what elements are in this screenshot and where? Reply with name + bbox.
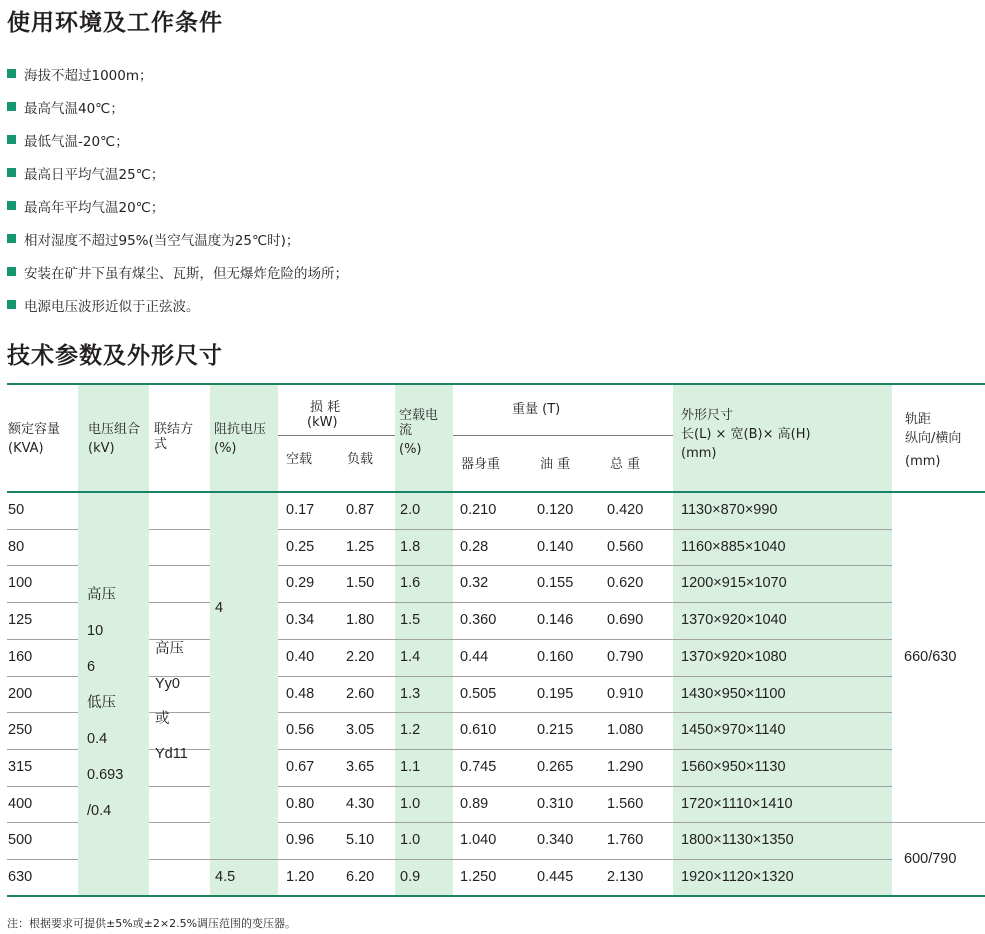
cell-loss-load: 6.20 — [346, 869, 375, 885]
row-rule — [149, 529, 210, 530]
row-rule — [278, 676, 892, 677]
gauge-value: 600/790 — [904, 851, 957, 867]
cell-current: 1.2 — [400, 722, 421, 739]
cell-capacity: 125 — [8, 612, 33, 629]
list-item: 最高气温40℃； — [7, 90, 348, 123]
cell-current: 1.0 — [400, 795, 421, 812]
shade-impedance-col — [210, 385, 278, 895]
cell-loss-noload: 0.48 — [286, 685, 315, 702]
row-rule — [278, 859, 892, 860]
row-rule — [278, 712, 892, 713]
header-loss: 损 耗 (kW) — [307, 400, 341, 430]
cell-loss-load: 1.50 — [346, 575, 375, 592]
row-rule — [7, 639, 78, 640]
cell-capacity: 315 — [8, 758, 33, 775]
cell-current: 1.3 — [400, 685, 421, 702]
cell-loss-noload: 0.40 — [286, 648, 315, 665]
list-item: 电源电压波形近似于正弦波。 — [7, 288, 348, 321]
row-rule — [149, 602, 210, 603]
cell-current: 1.1 — [400, 758, 421, 775]
cell-loss-load: 3.65 — [346, 758, 375, 775]
cell-loss-noload: 0.25 — [286, 538, 315, 555]
gauge-value: 660/630 — [904, 649, 957, 665]
list-item: 最低气温-20℃； — [7, 123, 348, 156]
row-rule — [210, 859, 278, 860]
cell-weight-body: 0.505 — [460, 685, 497, 702]
cell-weight-oil: 0.140 — [537, 538, 574, 555]
cell-loss-load: 5.10 — [346, 832, 375, 849]
cell-weight-oil: 0.160 — [537, 648, 574, 665]
cell-capacity: 500 — [8, 832, 33, 849]
cell-weight-body: 0.610 — [460, 722, 497, 739]
header-sub-rule — [453, 435, 673, 436]
header-loss-load: 负载 — [347, 452, 374, 467]
cell-capacity: 50 — [8, 502, 25, 518]
cell-dims: 1560×950×1130 — [681, 758, 786, 775]
row-rule — [7, 602, 78, 603]
table-bottom-rule — [7, 895, 985, 897]
header-connection: 联结方 式 — [154, 422, 194, 452]
shade-current-col — [395, 385, 453, 895]
cell-weight-total: 0.420 — [607, 502, 644, 518]
cell-capacity: 200 — [8, 685, 33, 702]
cell-capacity: 630 — [8, 869, 33, 885]
cell-weight-total: 0.560 — [607, 538, 644, 555]
cell-loss-noload: 1.20 — [286, 869, 315, 885]
cell-dims: 1430×950×1100 — [681, 685, 786, 702]
cell-current: 1.5 — [400, 612, 421, 629]
row-rule — [7, 712, 78, 713]
cell-weight-body: 0.360 — [460, 612, 497, 629]
cell-weight-total: 0.690 — [607, 612, 644, 629]
cell-loss-noload: 0.96 — [286, 832, 315, 849]
cell-dims: 1200×915×1070 — [681, 575, 787, 592]
list-item: 相对湿度不超过95%(当空气温度为25℃时)； — [7, 222, 348, 255]
row-rule — [7, 859, 78, 860]
row-rule — [149, 822, 210, 823]
cell-weight-oil: 0.195 — [537, 685, 574, 702]
cell-loss-noload: 0.56 — [286, 722, 315, 739]
cell-weight-body: 0.89 — [460, 795, 489, 812]
cell-weight-total: 1.080 — [607, 722, 644, 739]
cell-weight-total: 0.790 — [607, 648, 644, 665]
header-weight-total: 总 重 — [610, 457, 641, 472]
header-sub-rule — [278, 435, 395, 436]
cell-weight-body: 0.44 — [460, 648, 489, 665]
table-top-rule — [7, 383, 985, 385]
cell-weight-oil: 0.265 — [537, 758, 574, 775]
cell-weight-body: 1.040 — [460, 832, 497, 849]
list-item: 安装在矿井下虽有煤尘、瓦斯，但无爆炸危险的场所； — [7, 255, 348, 288]
row-rule — [149, 859, 210, 860]
cell-capacity: 100 — [8, 575, 33, 592]
cell-dims: 1130×870×990 — [681, 502, 778, 518]
row-rule — [7, 786, 78, 787]
cell-loss-noload: 0.80 — [286, 795, 315, 812]
row-rule — [892, 822, 985, 823]
cell-dims: 1450×970×1140 — [681, 722, 786, 739]
cell-loss-load: 3.05 — [346, 722, 375, 739]
cell-weight-oil: 0.310 — [537, 795, 574, 812]
header-loss-noload: 空载 — [286, 452, 313, 467]
cell-dims: 1160×885×1040 — [681, 538, 786, 555]
header-current: 空载电 流 (%) — [399, 408, 439, 457]
row-rule — [278, 639, 892, 640]
cell-weight-total: 1.290 — [607, 758, 644, 775]
cell-capacity: 250 — [8, 722, 33, 739]
cell-current: 1.6 — [400, 575, 421, 592]
cell-dims: 1800×1130×1350 — [681, 832, 794, 849]
list-item: 海拔不超过1000m； — [7, 57, 348, 90]
shade-dims-col — [673, 385, 892, 895]
cell-current: 1.8 — [400, 538, 421, 555]
cell-capacity: 80 — [8, 538, 25, 555]
row-rule — [278, 529, 892, 530]
cell-weight-oil: 0.155 — [537, 575, 574, 592]
cell-dims: 1720×1110×1410 — [681, 795, 793, 812]
impedance-value: 4 — [215, 600, 224, 616]
footnote: 注：根据要求可提供±5%或±2×2.5%调压范围的变压器。 — [7, 917, 297, 930]
cell-weight-body: 0.210 — [460, 502, 497, 518]
cell-loss-noload: 0.17 — [286, 502, 315, 518]
cell-loss-noload: 0.29 — [286, 575, 315, 592]
header-weight: 重量 (T) — [512, 402, 561, 417]
cell-loss-load: 4.30 — [346, 795, 375, 812]
cell-loss-load: 1.25 — [346, 538, 375, 555]
row-rule — [7, 676, 78, 677]
cell-dims: 1370×920×1080 — [681, 648, 787, 665]
cell-weight-body: 1.250 — [460, 869, 497, 885]
row-rule — [278, 822, 892, 823]
cell-weight-body: 0.32 — [460, 575, 489, 592]
section-title-conditions: 使用环境及工作条件 — [7, 10, 223, 36]
row-rule — [278, 749, 892, 750]
header-dims: 外形尺寸 长(L) × 宽(B)× 高(H) (mm) — [681, 408, 811, 461]
cell-weight-total: 1.560 — [607, 795, 644, 812]
header-capacity: 额定容量 (KVA) — [8, 422, 61, 456]
row-rule — [278, 565, 892, 566]
cell-capacity: 160 — [8, 648, 33, 665]
list-item: 最高年平均气温20℃； — [7, 189, 348, 222]
impedance-value: 4.5 — [215, 869, 236, 885]
cell-weight-total: 0.620 — [607, 575, 644, 592]
row-rule — [7, 749, 78, 750]
row-rule — [7, 822, 78, 823]
cell-weight-oil: 0.445 — [537, 869, 574, 885]
header-gauge: 轨距 纵向/横向 (mm) — [905, 412, 962, 469]
cell-weight-oil: 0.215 — [537, 722, 574, 739]
cell-current: 2.0 — [400, 502, 421, 518]
cell-dims: 1920×1120×1320 — [681, 869, 794, 885]
cell-current: 0.9 — [400, 869, 421, 885]
cell-dims: 1370×920×1040 — [681, 612, 787, 629]
header-voltage: 电压组合 (kV) — [88, 422, 141, 456]
section-title-specs: 技术参数及外形尺寸 — [7, 343, 223, 369]
cell-loss-load: 0.87 — [346, 502, 375, 518]
row-rule — [149, 565, 210, 566]
cell-weight-oil: 0.120 — [537, 502, 574, 518]
row-rule — [7, 529, 78, 530]
cell-current: 1.0 — [400, 832, 421, 849]
cell-loss-noload: 0.67 — [286, 758, 315, 775]
header-bottom-rule — [7, 491, 985, 493]
cell-capacity: 400 — [8, 795, 33, 812]
row-rule — [278, 786, 892, 787]
cell-weight-total: 0.910 — [607, 685, 644, 702]
cell-loss-load: 2.20 — [346, 648, 375, 665]
voltage-combination: 高压 10 6 低压 0.4 0.693 /0.4 — [87, 587, 124, 819]
row-rule — [149, 786, 210, 787]
header-weight-oil: 油 重 — [540, 457, 571, 472]
cell-loss-load: 2.60 — [346, 685, 375, 702]
cell-weight-body: 0.28 — [460, 538, 489, 555]
header-weight-body: 器身重 — [461, 457, 501, 472]
row-rule — [278, 602, 892, 603]
cell-current: 1.4 — [400, 648, 421, 665]
cell-weight-oil: 0.340 — [537, 832, 574, 849]
cell-weight-oil: 0.146 — [537, 612, 574, 629]
header-impedance: 阻抗电压 (%) — [214, 422, 267, 456]
cell-loss-noload: 0.34 — [286, 612, 315, 629]
cell-weight-total: 1.760 — [607, 832, 644, 849]
cell-loss-load: 1.80 — [346, 612, 375, 629]
connection-type: 高压 Yy0 或 Yd11 — [155, 641, 188, 762]
cell-weight-total: 2.130 — [607, 869, 644, 885]
list-item: 最高日平均气温25℃； — [7, 156, 348, 189]
cell-weight-body: 0.745 — [460, 758, 497, 775]
row-rule — [7, 565, 78, 566]
